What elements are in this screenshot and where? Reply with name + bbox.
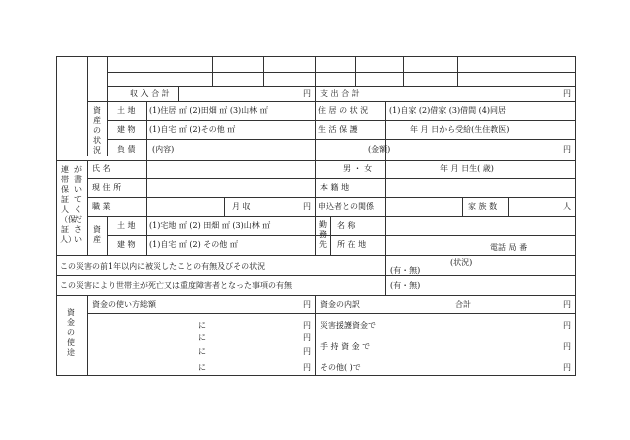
guarantor-work-address-label: 所 在 地 bbox=[337, 240, 367, 249]
guarantor-relation-label: 申込者との関係 bbox=[318, 202, 374, 211]
land-items: (1)住居 ㎡ (2)田畑 ㎡ (3)山林 ㎡ bbox=[149, 106, 268, 115]
breakdown-row-unit: 円 bbox=[563, 342, 571, 351]
debt-label: 負 債 bbox=[117, 145, 136, 154]
guarantor-work-name-label: 名 称 bbox=[337, 221, 356, 230]
guarantor-address-label: 現 住 所 bbox=[92, 183, 122, 192]
usage-header: 資金の使い方総額 bbox=[92, 300, 156, 309]
income-unit: 円 bbox=[303, 89, 311, 98]
guarantor-family-unit: 人 bbox=[563, 202, 571, 211]
usage-row-ni: に bbox=[198, 347, 206, 356]
guarantor-building-label: 建 物 bbox=[117, 240, 136, 249]
expense-total-label: 支 出 合 計 bbox=[320, 89, 360, 98]
breakdown-row-other: その他( )で bbox=[320, 363, 361, 372]
welfare-label: 生 活 保 護 bbox=[318, 125, 358, 134]
housing-options: (1)自家 (2)借家 (3)借間 (4)同居 bbox=[389, 106, 506, 115]
guarantor-work-label: 勤務先 bbox=[319, 220, 327, 249]
income-total-label: 収 入 合 計 bbox=[130, 89, 170, 98]
question-prior-answer: (有・無) bbox=[390, 266, 421, 275]
guarantor-family-label: 家 族 数 bbox=[468, 202, 498, 211]
building-items: (1)自宅 ㎡ (2)その他 ㎡ bbox=[149, 125, 236, 134]
question-death-disability: この災害により世帯主が死亡又は重度障害者となった事項の有無 bbox=[60, 281, 292, 290]
usage-row-ni: に bbox=[198, 321, 206, 330]
guarantor-job-label: 職 業 bbox=[92, 202, 111, 211]
usage-row-ni: に bbox=[198, 363, 206, 372]
funds-side-label: 資金の使途 bbox=[67, 308, 75, 357]
guarantor-side-label: 連帯保証人（保証人） bbox=[60, 165, 76, 244]
guarantor-land-items: (1)宅地 ㎡ (2) 田畑 ㎡ (3)山林 ㎡ bbox=[149, 221, 271, 230]
question-prior-disaster: この災害の前1年以内に被災したことの有無及びその状況 bbox=[60, 262, 266, 271]
guarantor-side-note: が書いてください bbox=[74, 165, 82, 244]
usage-row-unit: 円 bbox=[303, 321, 311, 330]
guarantor-asset-label: 資産 bbox=[93, 225, 101, 244]
breakdown-row-unit: 円 bbox=[563, 321, 571, 330]
breakdown-header: 資金の内訳 bbox=[320, 300, 360, 309]
welfare-value: 年 月 日から受給(生住教医) bbox=[410, 125, 510, 134]
usage-row-unit: 円 bbox=[303, 333, 311, 342]
guarantor-income-unit: 円 bbox=[303, 202, 311, 211]
breakdown-total-unit: 円 bbox=[563, 300, 571, 309]
usage-row-unit: 円 bbox=[303, 347, 311, 356]
breakdown-row-relief: 災害援護資金で bbox=[320, 321, 376, 330]
usage-header-unit: 円 bbox=[303, 300, 311, 309]
question-death-answer: (有・無) bbox=[390, 281, 421, 290]
question-prior-status-label: (状況) bbox=[450, 258, 473, 267]
breakdown-row-own: 手 持 資 金 で bbox=[320, 342, 371, 351]
usage-row-unit: 円 bbox=[303, 363, 311, 372]
expense-unit: 円 bbox=[563, 89, 571, 98]
guarantor-gender: 男 ・ 女 bbox=[343, 164, 373, 173]
breakdown-row-unit: 円 bbox=[563, 363, 571, 372]
building-label: 建 物 bbox=[117, 125, 136, 134]
breakdown-total-label: 合計 bbox=[455, 300, 471, 309]
guarantor-birth: 年 月 日生( 歳) bbox=[440, 164, 494, 173]
guarantor-land-label: 土 地 bbox=[117, 221, 136, 230]
assets-section-label: 資産の状況 bbox=[93, 106, 101, 155]
debt-content: (内容) bbox=[152, 145, 175, 154]
debt-amount: (金額) bbox=[368, 145, 391, 154]
land-label: 土 地 bbox=[117, 106, 136, 115]
guarantor-income-label: 月 収 bbox=[232, 202, 251, 211]
housing-label: 住 居 の 状 況 bbox=[318, 106, 369, 115]
usage-row-ni: に bbox=[198, 333, 206, 342]
guarantor-phone-label: 電話 局 番 bbox=[490, 243, 528, 252]
guarantor-name-label: 氏 名 bbox=[92, 164, 111, 173]
debt-unit: 円 bbox=[563, 145, 571, 154]
guarantor-building-items: (1)自宅 ㎡ (2) その他 ㎡ bbox=[149, 240, 238, 249]
guarantor-domicile-label: 本 籍 地 bbox=[320, 183, 350, 192]
